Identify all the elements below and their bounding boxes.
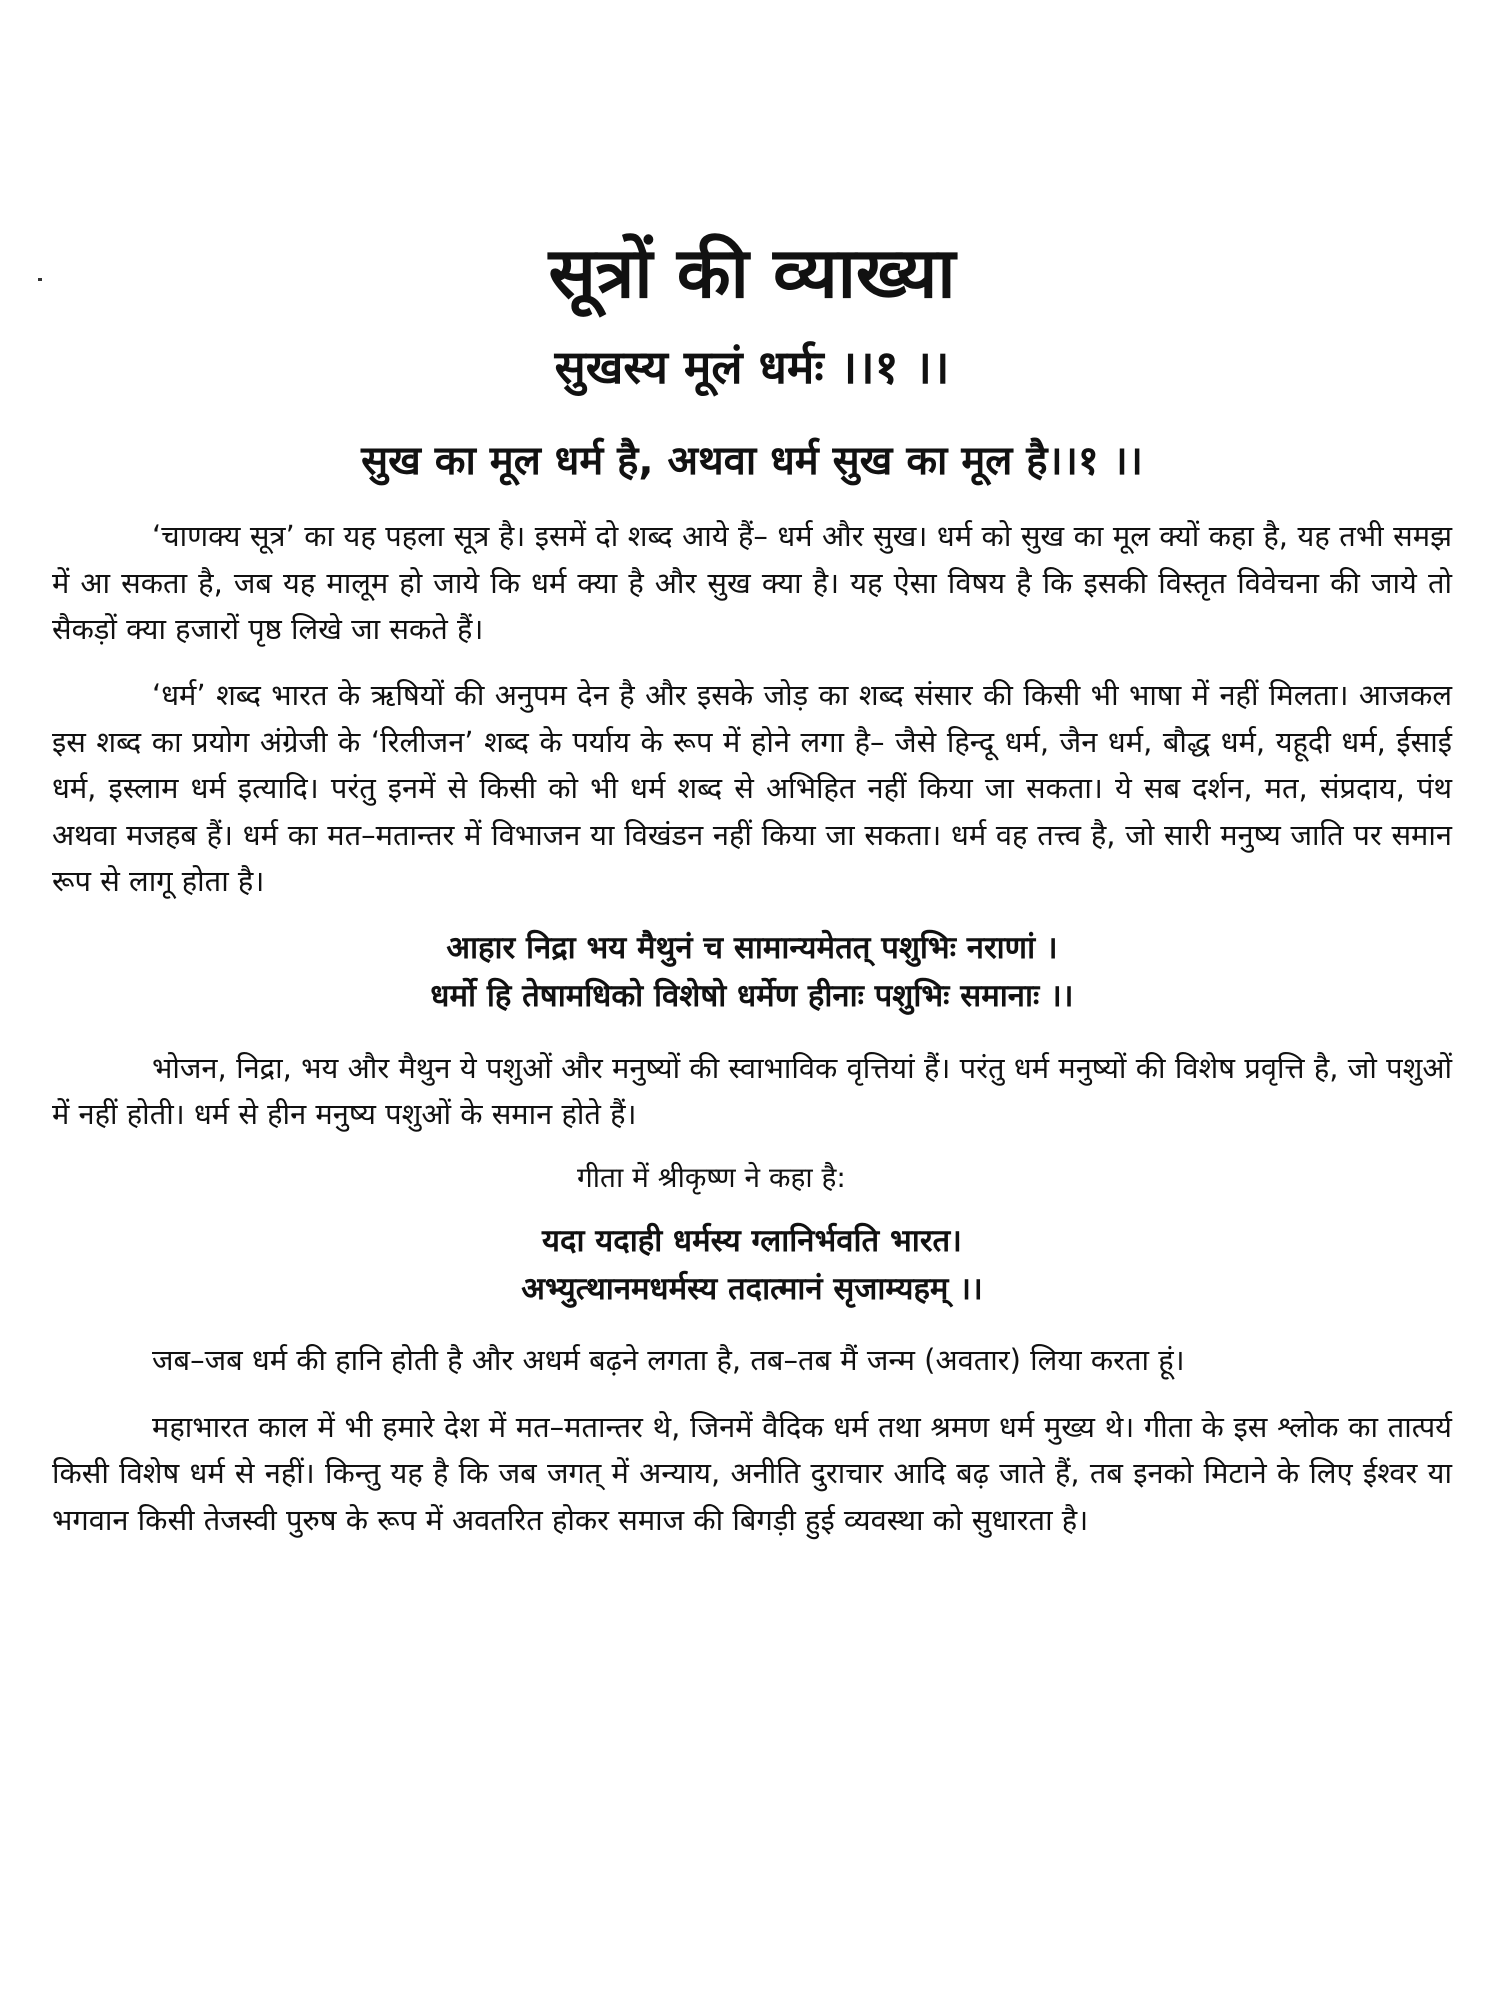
gita-intro: गीता में श्रीकृष्ण ने कहा है: (577, 1161, 846, 1195)
page-content (52, 230, 1452, 1563)
sutra-heading: सुखस्य मूलं धर्मः ।।१ ।। (554, 339, 950, 394)
chapter-title: सूत्रों की व्याख्या (548, 232, 956, 314)
shloka-1 (52, 924, 1452, 1020)
stray-mark (38, 278, 42, 281)
shloka-2 (52, 1217, 1452, 1313)
shloka-2-line-1: यदा यदाही धर्मस्य ग्लानिर्भवति भारत। (542, 1223, 962, 1260)
sutra-meaning: सुख का मूल धर्म है, अथवा धर्म सुख का मूल है।।१ ।। (361, 438, 1143, 485)
paragraph-1: ‘चाणक्य सूत्र’ का यह पहला सूत्र है। इसमें दो शब्द आये हैं– धर्म और सुख। धर्म को सुख का मूल क्यों कहा है, यह तभी समझ में आ सकता है, जब यह मालूम हो जाये कि धर्म क्या है और सुख क्या है। यह ऐसा विषय है कि इसकी विस्तृत विवेचना की जाये तो सैकड़ों क्या हजारों पृष्ठ लिखे जा सकते हैं। (52, 519, 1452, 647)
shloka-2-line-2: अभ्युत्थानमधर्मस्य तदात्मानं सृजाम्यहम् ।। (521, 1271, 983, 1308)
shloka-1-line-1: आहार निद्रा भय मैथुनं च सामान्यमेतत् पशुभिः नराणां । (446, 930, 1058, 967)
paragraph-2: ‘धर्म’ शब्द भारत के ऋषियों की अनुपम देन है और इसके जोड़ का शब्द संसार की किसी भी भाषा में नहीं मिलता। आजकल इस शब्द का प्रयोग अंग्रेजी के ‘रिलीजन’ शब्द के पर्याय के रूप में होने लगा है– जैसे हिन्दू धर्म, जैन धर्म, बौद्ध धर्म, यहूदी धर्म, ईसाई धर्म, इस्लाम धर्म इत्यादि। परंतु इनमें से किसी को भी धर्म शब्द से अभिहित नहीं किया जा सकता। ये सब दर्शन, मत, संप्रदाय, पंथ अथवा मजहब हैं। धर्म का मत–मतान्तर में विभाजन या विखंडन नहीं किया जा सकता। धर्म वह तत्त्व है, जो सारी मनुष्य जाति पर समान रूप से लागू होता है। (52, 678, 1452, 899)
shloka-1-line-2: धर्मो हि तेषामधिको विशेषो धर्मेण हीनाः पशुभिः समानाः ।। (430, 978, 1074, 1015)
paragraph-4: जब–जब धर्म की हानि होती है और अधर्म बढ़ने लगता है, तब–तब मैं जन्म (अवतार) लिया करता हूं। (152, 1343, 1185, 1378)
paragraph-5: महाभारत काल में भी हमारे देश में मत–मतान्तर थे, जिनमें वैदिक धर्म तथा श्रमण धर्म मुख्य थे। गीता के इस श्लोक का तात्पर्य किसी विशेष धर्म से नहीं। किन्तु यह है कि जब जगत् में अन्याय, अनीति दुराचार आदि बढ़ जाते हैं, तब इनको मिटाने के लिए ईश्वर या भगवान किसी तेजस्वी पुरुष के रूप में अवतरित होकर समाज की बिगड़ी हुई व्यवस्था को सुधारता है। (52, 1409, 1452, 1537)
paragraph-3: भोजन, निद्रा, भय और मैथुन ये पशुओं और मनुष्यों की स्वाभाविक वृत्तियां हैं। परंतु धर्म मनुष्यों की विशेष प्रवृत्ति है, जो पशुओं में नहीं होती। धर्म से हीन मनुष्य पशुओं के समान होते हैं। (52, 1050, 1452, 1131)
